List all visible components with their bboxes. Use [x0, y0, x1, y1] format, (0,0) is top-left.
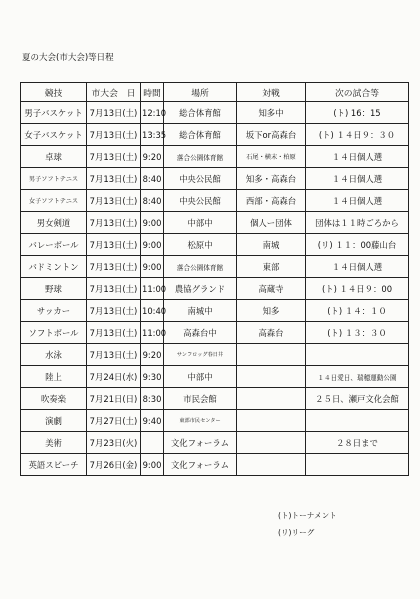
- cell-venue: 松原中: [164, 234, 237, 256]
- cell-date: 7月13日(土): [87, 146, 141, 168]
- cell-time: 11:00: [141, 322, 164, 344]
- cell-venue: 東部市民センター: [164, 410, 237, 432]
- cell-sport: サッカー: [21, 300, 87, 322]
- cell-match: [237, 454, 306, 476]
- cell-date: 7月24日(水): [87, 366, 141, 388]
- cell-venue: 落合公園体育館: [164, 146, 237, 168]
- header-next: 次の試合等: [306, 83, 409, 102]
- table-row: [21, 300, 409, 322]
- cell-sport: バドミントン: [21, 256, 87, 278]
- cell-venue: 総合体育館: [164, 102, 237, 124]
- table-row: [21, 190, 409, 212]
- cell-venue: 南城中: [164, 300, 237, 322]
- cell-next: (ト) １４：１０: [306, 300, 409, 322]
- table-row: [21, 124, 409, 146]
- cell-match: 東部: [237, 256, 306, 278]
- cell-match: 高森台: [237, 322, 306, 344]
- cell-time: 9:00: [141, 256, 164, 278]
- header-match: 対戦: [237, 83, 306, 102]
- table-row: [21, 454, 409, 476]
- cell-venue: 文化フォーラム: [164, 432, 237, 454]
- cell-match: [237, 388, 306, 410]
- legend-tournament: (ト)トーナメント: [278, 511, 337, 520]
- cell-match: [237, 410, 306, 432]
- cell-next: １４日個人選: [306, 190, 409, 212]
- cell-date: 7月13日(土): [87, 234, 141, 256]
- cell-next: (ト) １４日９：00: [306, 278, 409, 300]
- cell-match: 南城: [237, 234, 306, 256]
- table-header-row: [21, 83, 409, 102]
- cell-next: [306, 410, 409, 432]
- cell-match: [237, 366, 306, 388]
- cell-sport: 卓球: [21, 146, 87, 168]
- cell-sport: 水泳: [21, 344, 87, 366]
- cell-next: 団体は１１時ごろから: [306, 212, 409, 234]
- cell-time: [141, 432, 164, 454]
- table-row: [21, 344, 409, 366]
- cell-sport: 女子ソフトテニス: [21, 190, 87, 212]
- cell-sport: バレーボール: [21, 234, 87, 256]
- cell-date: 7月13日(土): [87, 256, 141, 278]
- cell-match: [237, 344, 306, 366]
- cell-time: 9:20: [141, 344, 164, 366]
- cell-next: (ト) １３：３０: [306, 322, 409, 344]
- header-date: 市大会 日: [87, 83, 141, 102]
- table-row: [21, 388, 409, 410]
- cell-sport: 女子バスケット: [21, 124, 87, 146]
- cell-next: １４日愛日、瑞穂運動公園: [306, 366, 409, 388]
- cell-date: 7月13日(土): [87, 190, 141, 212]
- cell-next: １４日個人選: [306, 146, 409, 168]
- cell-next: (リ) １１：00藤山台: [306, 234, 409, 256]
- cell-next: ２５日、瀬戸文化会館: [306, 388, 409, 410]
- cell-match: 個人ー団体: [237, 212, 306, 234]
- cell-time: 9:30: [141, 366, 164, 388]
- cell-match: 坂下or高森台: [237, 124, 306, 146]
- cell-time: 9:00: [141, 212, 164, 234]
- cell-venue: 落合公園体育館: [164, 256, 237, 278]
- cell-sport: 英語スピーチ: [21, 454, 87, 476]
- cell-time: 12:10: [141, 102, 164, 124]
- cell-match: 西部・高森台: [237, 190, 306, 212]
- cell-venue: 市民会館: [164, 388, 237, 410]
- cell-time: 11:00: [141, 278, 164, 300]
- cell-sport: 陸上: [21, 366, 87, 388]
- cell-time: 8:30: [141, 388, 164, 410]
- table-row: [21, 256, 409, 278]
- cell-time: 9:20: [141, 146, 164, 168]
- cell-sport: 男子ソフトテニス: [21, 168, 87, 190]
- cell-date: 7月13日(土): [87, 322, 141, 344]
- cell-next: ２８日まで: [306, 432, 409, 454]
- table-row: [21, 410, 409, 432]
- table-row: [21, 432, 409, 454]
- cell-date: 7月26日(金): [87, 454, 141, 476]
- cell-match: 知多: [237, 300, 306, 322]
- cell-date: 7月13日(土): [87, 300, 141, 322]
- cell-sport: 吹奏楽: [21, 388, 87, 410]
- cell-time: 9:00: [141, 234, 164, 256]
- cell-time: 10:40: [141, 300, 164, 322]
- cell-match: 高蔵寺: [237, 278, 306, 300]
- cell-venue: 総合体育館: [164, 124, 237, 146]
- cell-time: 9:40: [141, 410, 164, 432]
- cell-sport: 男子バスケット: [21, 102, 87, 124]
- table-row: [21, 102, 409, 124]
- schedule-table: [20, 82, 409, 476]
- cell-date: 7月13日(土): [87, 124, 141, 146]
- page-title: 夏の大会(市大会)等日程: [22, 53, 114, 63]
- cell-match: 知多・高森台: [237, 168, 306, 190]
- cell-date: 7月13日(土): [87, 168, 141, 190]
- cell-match: 石尾・横末・柏原: [237, 146, 306, 168]
- cell-sport: ソフトボール: [21, 322, 87, 344]
- cell-next: [306, 344, 409, 366]
- header-sport: 競技: [21, 83, 87, 102]
- cell-venue: サンフロッグ春日井: [164, 344, 237, 366]
- cell-sport: 美術: [21, 432, 87, 454]
- cell-match: [237, 432, 306, 454]
- cell-time: 8:40: [141, 190, 164, 212]
- cell-time: 8:40: [141, 168, 164, 190]
- table-row: [21, 212, 409, 234]
- table-row: [21, 146, 409, 168]
- header-time: 時間: [141, 83, 164, 102]
- cell-next: (ト) １４日９：３０: [306, 124, 409, 146]
- cell-time: 9:00: [141, 454, 164, 476]
- header-venue: 場所: [164, 83, 237, 102]
- cell-date: 7月23日(火): [87, 432, 141, 454]
- cell-next: [306, 454, 409, 476]
- cell-venue: 中部中: [164, 212, 237, 234]
- cell-venue: 中部中: [164, 366, 237, 388]
- cell-venue: 農協グランド: [164, 278, 237, 300]
- table-row: [21, 322, 409, 344]
- table-row: [21, 234, 409, 256]
- cell-date: 7月13日(土): [87, 102, 141, 124]
- cell-match: 知多中: [237, 102, 306, 124]
- cell-date: 7月13日(土): [87, 278, 141, 300]
- cell-date: 7月13日(土): [87, 344, 141, 366]
- cell-next: １４日個人選: [306, 256, 409, 278]
- table-row: [21, 278, 409, 300]
- cell-sport: 野球: [21, 278, 87, 300]
- cell-venue: 中央公民館: [164, 190, 237, 212]
- cell-next: (ト) 16：15: [306, 102, 409, 124]
- cell-venue: 文化フォーラム: [164, 454, 237, 476]
- cell-sport: 演劇: [21, 410, 87, 432]
- table-row: [21, 366, 409, 388]
- cell-venue: 中央公民館: [164, 168, 237, 190]
- cell-time: 13:35: [141, 124, 164, 146]
- table-row: [21, 168, 409, 190]
- cell-date: 7月27日(土): [87, 410, 141, 432]
- legend-league: (リ)リーグ: [278, 528, 315, 537]
- cell-date: 7月21日(日): [87, 388, 141, 410]
- cell-venue: 高森台中: [164, 322, 237, 344]
- cell-sport: 男女剣道: [21, 212, 87, 234]
- cell-next: １４日個人選: [306, 168, 409, 190]
- cell-date: 7月13日(土): [87, 212, 141, 234]
